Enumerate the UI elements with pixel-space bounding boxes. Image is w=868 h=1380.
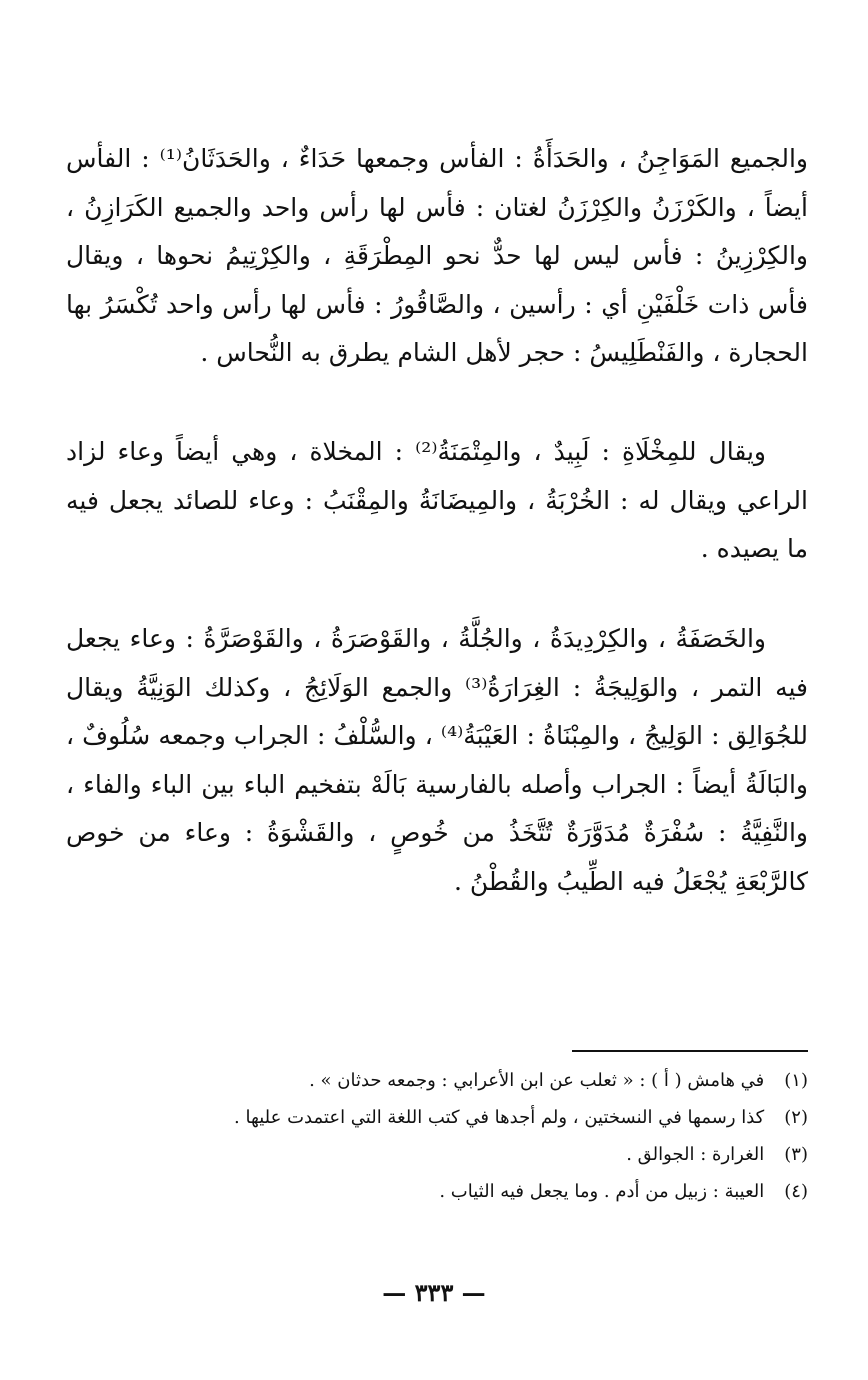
paragraph-text: ويقال للمِخْلَاةِ : لَبِيدٌ ، والمِتْمَنَةُ⁽²⁾ : المخلاة ، وهي أيضاً وعاء لزاد الراعي ويقال له : الخُرْبَةُ ، والمِيضَانَةُ والمِقْنَبُ : وعاء للصائد يجعل فيه ما يصيده .: [66, 437, 808, 563]
main-text-paragraph-3: [66, 615, 808, 906]
footnote-number: (١): [784, 1070, 808, 1091]
footnotes-list: [100, 1062, 808, 1210]
footnote-item: [100, 1099, 808, 1136]
main-text-paragraph-1: [66, 135, 808, 378]
footnote-text: في هامش ( أ ) : « ثعلب عن ابن الأعرابي : وجمعه حدثان » .: [309, 1070, 765, 1091]
footnote-number: (٢): [784, 1107, 808, 1128]
paragraph-text: والخَصَفَةُ ، والكِرْدِيدَةُ ، والجُلَّةُ ، والقَوْصَرَةُ ، والقَوْصَرَّةُ : وعاء يجعل فيه التمر ، والوَلِيجَةُ : الغِرَارَةُ⁽³⁾ والجمع الوَلَائِجُ ، وكذلك الوَنِيَّةُ ويقال للجُوَالِق : الوَلِيجُ ، والمِبْنَاةُ : العَيْبَةُ⁽⁴⁾ ، والسُّلْفُ : الجراب وجمعه سُلُوفٌ ، والبَالَةُ أيضاً : الجراب وأصله بالفارسية بَالَهْ بتفخيم الباء بين الباء والفاء ، والنَّفِيَّةُ : سُفْرَةٌ مُدَوَّرَةٌ تُتَّخَذُ من خُوصٍ ، والقَشْوَةُ : وعاء من خوص كالرَّبْعَةِ يُجْعَلُ فيه الطِّيبُ والقُطْنُ .: [66, 624, 808, 896]
footnote-item: [100, 1136, 808, 1173]
footnote-separator-rule: [572, 1050, 808, 1052]
footnote-text: كذا رسمها في النسختين ، ولم أجدها في كتب اللغة التي اعتمدت عليها .: [234, 1107, 765, 1128]
footnote-text: الغرارة : الجوالق .: [626, 1144, 765, 1165]
footnote-number: (٤): [784, 1181, 808, 1202]
page-number: — ٣٣٣ —: [382, 1278, 486, 1307]
footnote-item: [100, 1173, 808, 1210]
footnote-number: (٣): [784, 1144, 808, 1165]
footnote-item: [100, 1062, 808, 1099]
paragraph-text: والجميع المَوَاجِنُ ، والحَدَأَةُ : الفأس وجمعها حَدَاءٌ ، والحَدَثَانُ⁽¹⁾ : الفأس أيضاً ، والكَرْزَنُ والكِرْزَنُ لغتان : فأس لها رأس واحد والجميع الكَرَازِنُ ، والكِرْزِينُ : فأس ليس لها حدٌّ نحو المِطْرَقَةِ ، والكِرْتِيمُ نحوها ، ويقال فأس ذات خَلْفَيْنِ أي : رأسين ، والصَّاقُورُ : فأس لها رأس واحد تُكْسَرُ بها الحجارة ، والفَنْطَلِيسُ : حجر لأهل الشام يطرق به النُّحاس .: [66, 144, 808, 367]
footnote-text: العيبة : زبيل من أدم . وما يجعل فيه الثياب .: [439, 1181, 765, 1202]
main-text-paragraph-2: [66, 428, 808, 574]
